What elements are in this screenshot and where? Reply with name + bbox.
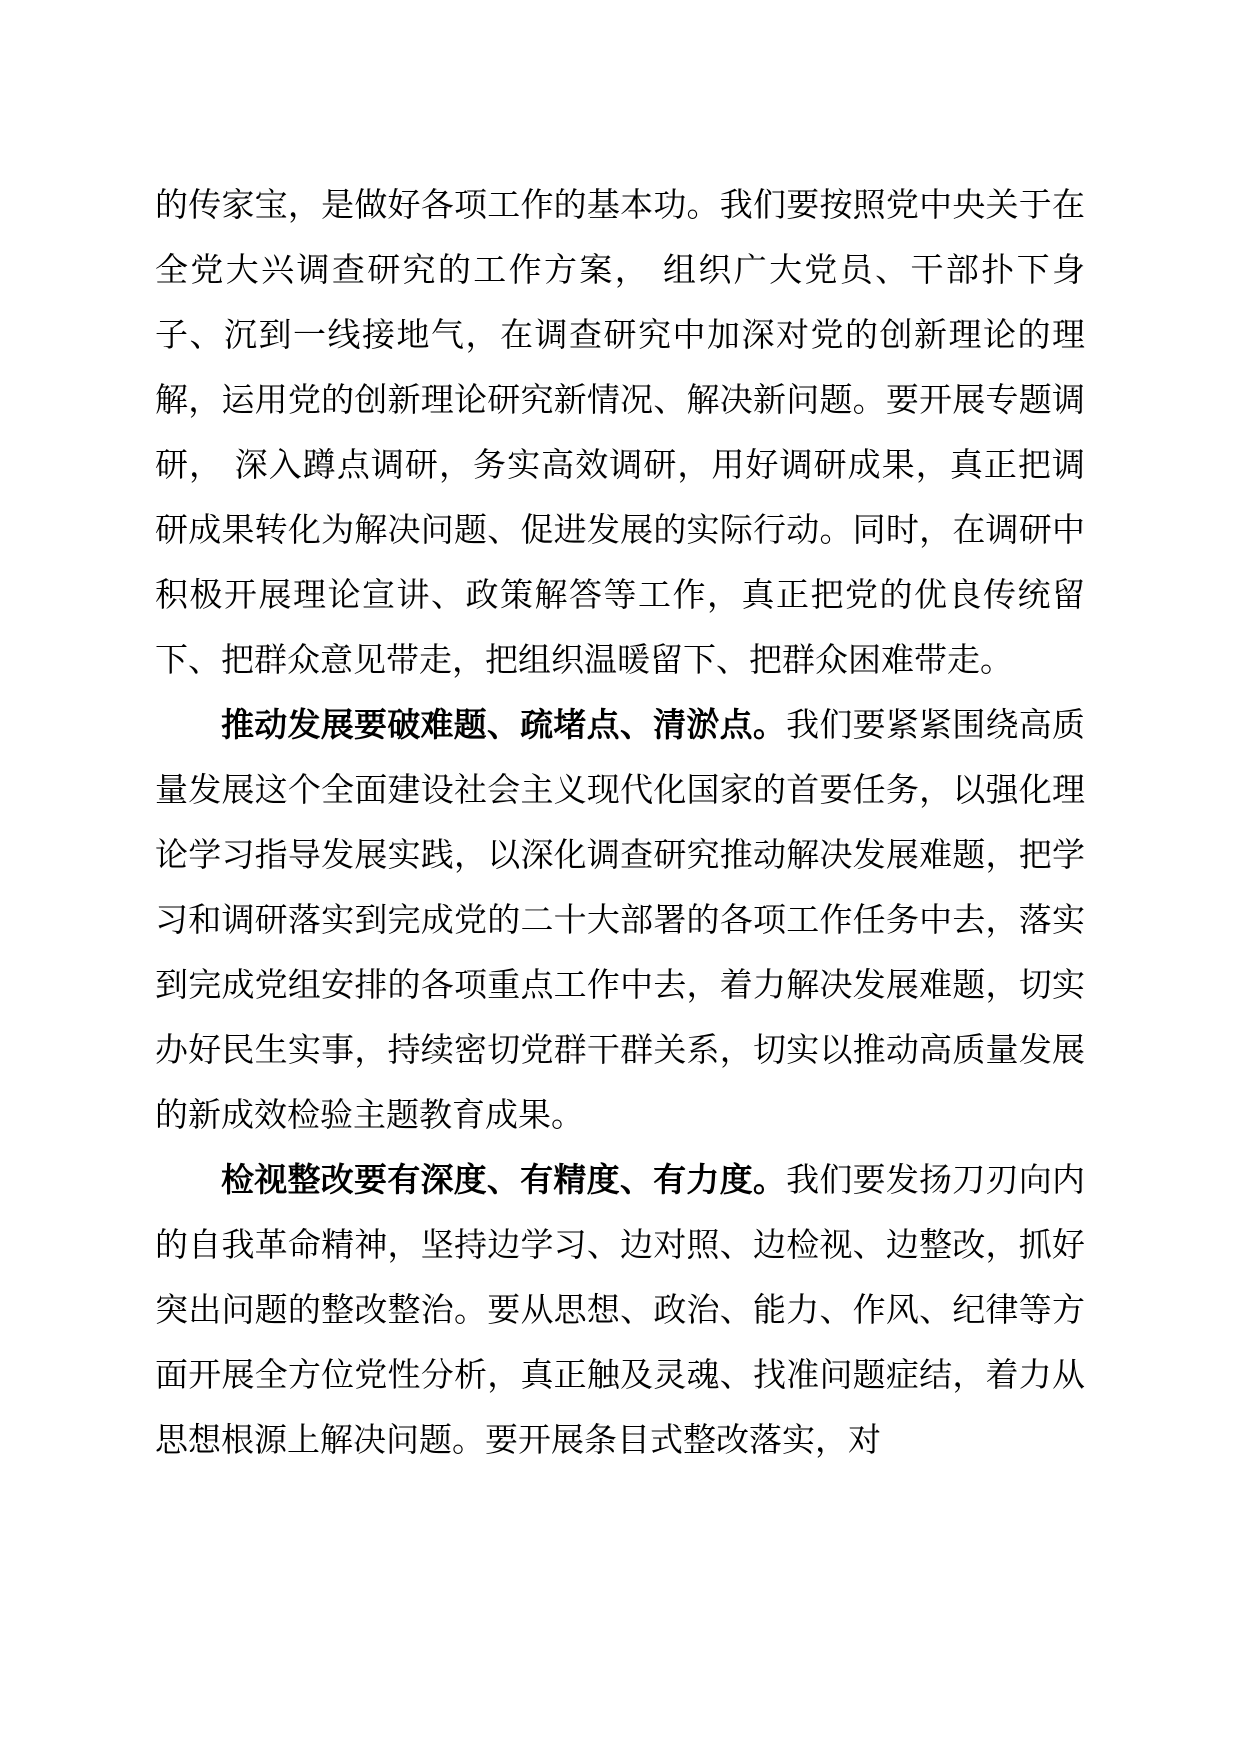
paragraph-1-body: 的传家宝，是做好各项工作的基本功。我们要按照党中央关于在全党大兴调查研究的工作方案， 组织广大党员、干部扑下身子、沉到一线接地气，在调查研究中加深对党的创新理论的理解，运用党的创新理论研究新情况、解决新问题。要开展专题调研， 深入蹲点调研，务实高效调研，用好调研成果，真正把调研成果转化为解决问题、促进发展的实际行动。同时，在调研中积极开展理论宣讲、政策解答等工作，真正把党的优良传统留下、把群众意见带走，把组织温暖留下、把群众困难带走。	[155, 185, 1085, 679]
paragraph-3-body: 我们要发扬刀刃向内的自我革命精神，坚持边学习、边对照、边检视、边整改，抓好突出问题的整改整治。要从思想、政治、能力、作风、纪律等方面开展全方位党性分析，真正触及灵魂、找准问题症结，着力从思想根源上解决问题。要开展条目式整改落实，对	[155, 1160, 1086, 1459]
document-body	[155, 172, 1085, 1472]
paragraph-2-heading: 推动发展要破难题、疏堵点、清淤点。	[221, 705, 787, 744]
paragraph-3-heading: 检视整改要有深度、有精度、有力度。	[221, 1160, 787, 1199]
paragraph-2	[155, 692, 1085, 1147]
paragraph-3	[155, 1147, 1085, 1472]
paragraph-2-body: 我们要紧紧围绕高质量发展这个全面建设社会主义现代化国家的首要任务，以强化理论学习指导发展实践，以深化调查研究推动解决发展难题，把学习和调研落实到完成党的二十大部署的各项工作任务中去，落实到完成党组安排的各项重点工作中去，着力解决发展难题，切实办好民生实事，持续密切党群干群关系，切实以推动高质量发展的新成效检验主题教育成果。	[155, 705, 1086, 1134]
paragraph-1	[155, 172, 1085, 692]
